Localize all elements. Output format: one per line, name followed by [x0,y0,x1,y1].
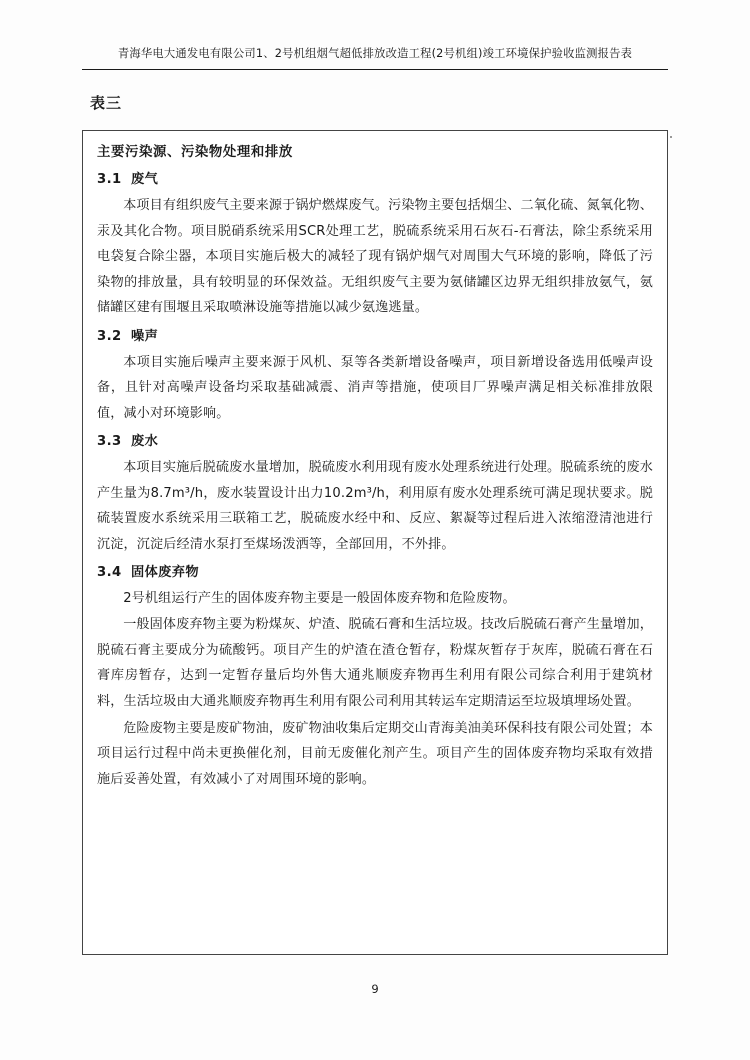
subsection-heading-3-2 [97,325,653,349]
section-title: 主要污染源、污染物处理和排放 [97,145,293,160]
subsection-number-3-3: 3.3 [97,434,122,450]
paragraph-3-1-1: 本项目有组织废气主要来源于锅炉燃煤废气。污染物主要包括烟尘、二氧化硫、氮氧化物、汞及其化合物。项目脱硝系统采用SCR处理工艺，脱硫系统采用石灰石-石膏法，除尘系统采用电袋复合除尘器，本项目实施后极大的减轻了现有锅炉烟气对周围大气环境的影响，降低了污染物的排放量，具有较明显的环保效益。无组织废气主要为氨储罐区边界无组织排放氨气，氨储罐区建有围堰且采取喷淋设施等措施以减少氨逸逃量。 [97,198,653,316]
page-header-title: 青海华电大通发电有限公司1、2号机组烟气超低排放改造工程(2号机组)竣工环境保护验收监测报告表 [117,47,633,60]
subsection-heading-3-1 [97,168,653,192]
page-number: 9 [371,982,379,996]
paragraph-3-2-1: 本项目实施后噪声主要来源于风机、泵等各类新增设备噪声，项目新增设备选用低噪声设备，且针对高噪声设备均采取基础减震、消声等措施，使项目厂界噪声满足相关标准排放限值，减小对环境影响。 [97,354,653,421]
subsection-number-3-2: 3.2 [97,328,122,344]
subsection-title-3-4: 固体废弃物 [131,565,199,581]
subsection-heading-3-4 [97,561,653,585]
subsection-heading-3-3 [97,430,653,454]
subsection-title-3-2: 噪声 [131,328,159,344]
paragraph-3-3-1: 本项目实施后脱硫废水量增加，脱硫废水利用现有废水处理系统进行处理。脱硫系统的废水产生量为8.7m³/h，废水装置设计出力10.2m³/h，利用原有废水处理系统可满足现状要求。脱硫装置废水系统采用三联箱工艺，脱硫废水经中和、反应、絮凝等过程后进入浓缩澄清池进行沉淀，沉淀后经清水泵打至煤场泼洒等，全部回用，不外排。 [97,460,653,552]
page-edge-mark [670,136,672,138]
subsection-number-3-4: 3.4 [97,565,122,581]
paragraph-3-4-2: 一般固体废弃物主要为粉煤灰、炉渣、脱硫石膏和生活垃圾。技改后脱硫石膏产生量增加，脱硫石膏主要成分为硫酸钙。项目产生的炉渣在渣仓暂存，粉煤灰暂存于灰库，脱硫石膏在石膏库房暂存，达到一定暂存量后均外售大通兆顺废弃物再生利用有限公司综合利用于建筑材料，生活垃圾由大通兆顺废弃物再生利用有限公司利用其转运车定期清运至垃圾填埋场处置。 [97,617,653,710]
paragraph-3-4-1: 2号机组运行产生的固体废弃物主要是一般固体废弃物和危险废物。 [123,590,516,606]
subsection-title-3-1: 废气 [131,172,159,188]
subsection-title-3-3: 废水 [131,434,159,450]
paragraph-3-4-3: 危险废物主要是废矿物油，废矿物油收集后定期交山青海美油美环保科技有限公司处置；本项目运行过程中尚未更换催化剂，目前无废催化剂产生。项目产生的固体废弃物均采取有效措施后妥善处置，有效减小了对周围环境的影响。 [97,720,653,787]
table-label: 表三 [90,94,123,112]
content-box [82,130,668,955]
subsection-number-3-1: 3.1 [97,172,122,188]
header-divider [82,69,668,70]
